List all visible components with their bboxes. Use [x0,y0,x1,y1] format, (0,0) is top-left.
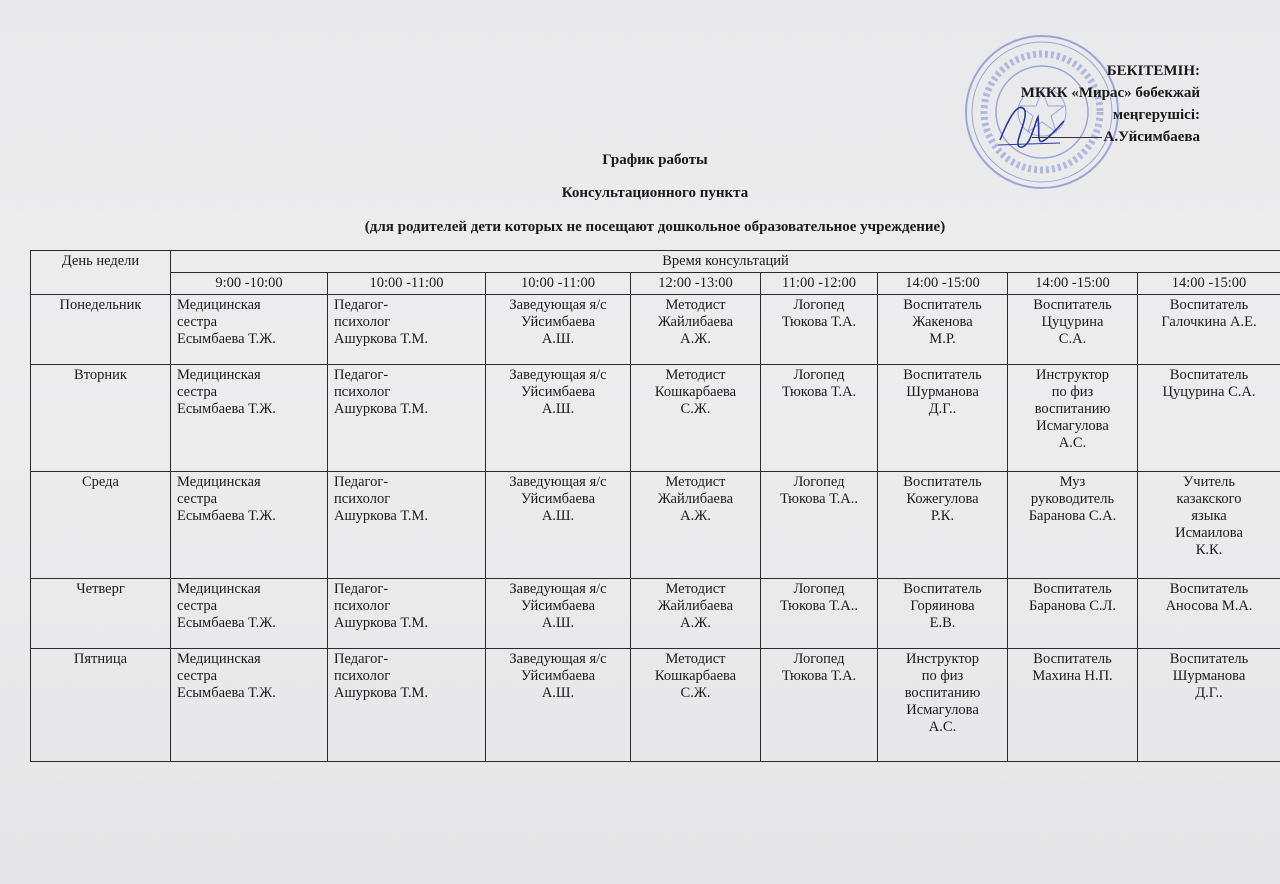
schedule-cell [878,365,1008,472]
time-slot-header: 10:00 -11:00 [328,273,486,295]
cell-line: Медицинская [177,367,261,383]
cell-line: А.Ш. [541,401,575,417]
approval-signer-name: А.Уйсимбаева [1103,129,1200,145]
cell-line: Логопед [793,581,845,597]
schedule-cell [761,649,878,762]
cell-line: психолог [334,491,391,507]
cell-line: А.Ш. [541,331,575,347]
cell-line: Воспитатель [1169,651,1249,667]
table-row [31,579,1280,649]
schedule-cell [1008,472,1138,579]
cell-line: К.К. [1195,542,1223,558]
schedule-cell [171,295,328,365]
cell-line: Жайлибаева [657,598,734,614]
cell-line: психолог [334,384,391,400]
schedule-cell [761,472,878,579]
schedule-cell [171,472,328,579]
cell-line: Воспитатель [1033,651,1112,667]
cell-line: Воспитатель [903,367,982,383]
time-column-header: Время консультаций [171,251,1280,273]
document-note: (для родителей дети которых не посещают дошкольное образовательное учреждение) [364,219,946,235]
cell-line: М.Р. [929,331,956,347]
schedule-cell [328,649,486,762]
schedule-cell [1138,365,1280,472]
cell-line: сестра [177,384,218,400]
cell-line: А.Ж. [680,615,711,631]
cell-line: Уйсимбаева [520,598,595,614]
cell-line: Медицинская [177,474,261,490]
cell-line: А.Ш. [541,508,575,524]
cell-line: Воспитатель [1169,297,1249,313]
cell-line: по физ [1051,384,1094,400]
approval-block [1021,60,1200,148]
cell-line: С.А. [1058,331,1087,347]
cell-line: Инструктор [906,651,979,667]
approval-heading: БЕКІТЕМІН: [1106,63,1200,79]
day-cell: Вторник [31,365,171,472]
schedule-cell [878,295,1008,365]
cell-line: Кожегулова [906,491,979,507]
cell-line: Уйсимбаева [520,314,595,330]
schedule-cell [878,649,1008,762]
cell-line: Тюкова Т.А. [781,314,857,330]
cell-line: Уйсимбаева [520,668,595,684]
cell-line: Педагог- [334,367,389,383]
schedule-cell [1008,365,1138,472]
cell-line: Медицинская [177,581,261,597]
cell-line: С.Ж. [680,401,711,417]
cell-line: Ашуркова Т.М. [334,331,428,347]
schedule-cell [328,579,486,649]
schedule-cell [878,472,1008,579]
cell-line: Горяинова [910,598,975,614]
approval-position: меңгерушісі: [1112,107,1200,123]
cell-line: Исмагулова [906,702,979,718]
cell-line: Жайлибаева [657,314,734,330]
schedule-cell [1008,579,1138,649]
schedule-cell [171,579,328,649]
cell-line: Методист [665,367,726,383]
cell-line: Д.Г.. [928,401,957,417]
day-column-header: День недели [31,251,171,295]
cell-line: Медицинская [177,651,261,667]
table-row [31,649,1280,762]
cell-line: психолог [334,668,391,684]
cell-line: Есымбаева Т.Ж. [177,401,276,417]
cell-line: Логопед [793,297,845,313]
cell-line: Заведующая я/с [509,581,607,597]
time-slot-header: 11:00 -12:00 [761,273,878,295]
cell-line: Жайлибаева [657,491,734,507]
schedule-cell [761,295,878,365]
cell-line: Аносова М.А. [1165,598,1253,614]
schedule-cell [328,295,486,365]
cell-line: Цуцурина [1041,314,1104,330]
schedule-cell [171,365,328,472]
cell-line: Тюкова Т.А. [781,668,857,684]
schedule-cell [1138,579,1280,649]
cell-line: Воспитатель [1033,581,1112,597]
cell-line: Методист [665,474,726,490]
cell-line: Логопед [793,474,845,490]
time-slot-header: 12:00 -13:00 [631,273,761,295]
schedule-cell [486,472,631,579]
schedule-cell [486,579,631,649]
cell-line: Есымбаева Т.Ж. [177,508,276,524]
cell-line: Жакенова [912,314,973,330]
cell-line: А.С. [928,719,957,735]
signature-line [1032,137,1102,138]
cell-line: Воспитатель [1169,581,1249,597]
cell-line: воспитанию [1034,401,1111,417]
cell-line: Заведующая я/с [509,367,607,383]
header-row [31,251,1280,273]
cell-line: Ашуркова Т.М. [334,401,428,417]
time-slot-header: 14:00 -15:00 [1008,273,1138,295]
cell-line: А.Ж. [680,508,711,524]
cell-line: Есымбаева Т.Ж. [177,685,276,701]
cell-line: Логопед [793,367,845,383]
schedule-cell [631,295,761,365]
table-row [31,365,1280,472]
schedule-cell [761,579,878,649]
cell-line: Логопед [793,651,845,667]
cell-line: Е.В. [929,615,956,631]
cell-line: Муз [1059,474,1086,490]
schedule-cell [486,295,631,365]
cell-line: Заведующая я/с [509,474,607,490]
cell-line: С.Ж. [680,685,711,701]
cell-line: Р.К. [930,508,955,524]
cell-line: Баранова С.А. [1028,508,1117,524]
schedule-table [30,250,1280,762]
cell-line: Воспитатель [903,297,982,313]
cell-line: Кошкарбаева [654,384,737,400]
time-slot-header: 14:00 -15:00 [1138,273,1280,295]
cell-line: Ашуркова Т.М. [334,685,428,701]
time-slots-row [31,273,1280,295]
schedule-cell [1008,649,1138,762]
cell-line: Учитель [1183,474,1235,490]
cell-line: Воспитатель [903,474,982,490]
time-slot-header: 9:00 -10:00 [171,273,328,295]
schedule-cell [328,365,486,472]
schedule-cell [631,365,761,472]
cell-line: Уйсимбаева [520,384,595,400]
schedule-cell [878,579,1008,649]
day-cell: Среда [31,472,171,579]
cell-line: казакского [1176,491,1242,507]
cell-line: А.С. [1058,435,1087,451]
cell-line: сестра [177,598,218,614]
cell-line: Тюкова Т.А.. [780,491,858,507]
cell-line: Махина Н.П. [1032,668,1113,684]
time-slot-header: 14:00 -15:00 [878,273,1008,295]
cell-line: Медицинская [177,297,261,313]
schedule-cell [631,579,761,649]
cell-line: Тюкова Т.А.. [780,598,858,614]
cell-line: сестра [177,668,218,684]
cell-line: Заведующая я/с [509,651,607,667]
cell-line: Цуцурина С.А. [1162,384,1256,400]
document-title: График работы [602,152,708,168]
table-row [31,472,1280,579]
cell-line: психолог [334,314,391,330]
cell-line: по физ [921,668,964,684]
schedule-cell [486,649,631,762]
schedule-cell [1138,295,1280,365]
cell-line: Педагог- [334,297,389,313]
cell-line: Баранова С.Л. [1029,598,1116,614]
cell-line: Д.Г.. [1195,685,1223,701]
schedule-cell [1138,649,1280,762]
schedule-cell [486,365,631,472]
cell-line: Исмагулова [1036,418,1109,434]
cell-line: Уйсимбаева [520,491,595,507]
schedule-cell [761,365,878,472]
day-cell: Пятница [31,649,171,762]
cell-line: А.Ш. [541,685,575,701]
cell-line: Галочкина А.Е. [1161,314,1257,330]
approval-institution: МККК «Мирас» бөбекжай [1020,85,1200,101]
cell-line: Инструктор [1036,367,1109,383]
approval-signer [1021,126,1200,148]
time-slot-header: 10:00 -11:00 [486,273,631,295]
cell-line: Воспитатель [903,581,982,597]
cell-line: сестра [177,314,218,330]
day-cell: Понедельник [31,295,171,365]
cell-line: Педагог- [334,651,389,667]
cell-line: Педагог- [334,581,389,597]
cell-line: Педагог- [334,474,389,490]
cell-line: Воспитатель [1169,367,1249,383]
cell-line: Есымбаева Т.Ж. [177,615,276,631]
cell-line: Исмаилова [1175,525,1243,541]
cell-line: психолог [334,598,391,614]
cell-line: А.Ж. [680,331,711,347]
cell-line: Методист [665,297,726,313]
cell-line: Методист [665,651,726,667]
schedule-cell [328,472,486,579]
schedule-cell [631,649,761,762]
cell-line: языка [1191,508,1227,524]
cell-line: воспитанию [904,685,981,701]
cell-line: Тюкова Т.А. [781,384,857,400]
cell-line: Ашуркова Т.М. [334,615,428,631]
schedule-cell [1138,472,1280,579]
cell-line: Шурманова [1172,668,1246,684]
cell-line: Есымбаева Т.Ж. [177,331,276,347]
cell-line: Ашуркова Т.М. [334,508,428,524]
cell-line: Шурманова [906,384,979,400]
cell-line: сестра [177,491,218,507]
schedule-cell [631,472,761,579]
cell-line: руководитель [1030,491,1115,507]
table-row [31,295,1280,365]
cell-line: Методист [665,581,726,597]
cell-line: Заведующая я/с [509,297,607,313]
schedule-cell [1008,295,1138,365]
schedule-cell [171,649,328,762]
cell-line: Воспитатель [1033,297,1112,313]
day-cell: Четверг [31,579,171,649]
document-subtitle: Консультационного пункта [561,185,749,201]
cell-line: Кошкарбаева [654,668,737,684]
cell-line: А.Ш. [541,615,575,631]
